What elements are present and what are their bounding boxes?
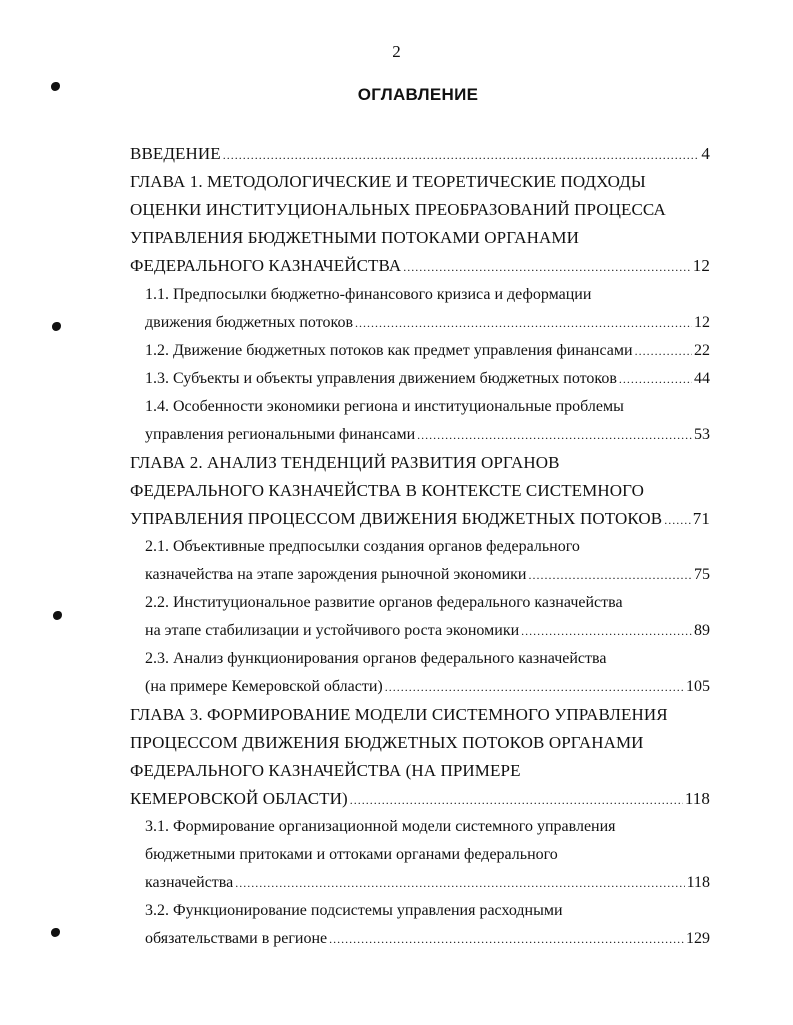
toc-entry-section-2-2[interactable] bbox=[145, 618, 710, 644]
toc-page-number: 44 bbox=[694, 370, 710, 387]
toc-entry-title: КЕМЕРОВСКОЙ ОБЛАСТИ) bbox=[130, 789, 348, 808]
toc-entry-title: движения бюджетных потоков bbox=[145, 314, 354, 331]
toc-entry-title: управления региональными финансами bbox=[145, 426, 416, 443]
toc-entry-section-1-4[interactable] bbox=[145, 422, 710, 448]
dot-leader bbox=[528, 562, 692, 588]
toc-entry-title: обязательствами в регионе bbox=[145, 930, 328, 947]
toc-page-number: 75 bbox=[694, 566, 710, 583]
toc-page-number: 22 bbox=[694, 342, 710, 359]
toc-entry-section-1-1[interactable] bbox=[145, 310, 710, 336]
toc-entry-title: 1.4. Особенности экономики региона и институциональные проблемы bbox=[145, 398, 624, 415]
toc-entry-chapter-1[interactable] bbox=[130, 253, 710, 279]
dot-leader bbox=[403, 254, 691, 280]
toc-section-2-1-line bbox=[145, 534, 710, 560]
dot-leader bbox=[619, 366, 692, 392]
toc-entry-title: 2.1. Объективные предпосылки создания органов федерального bbox=[145, 538, 580, 555]
toc-section-1-4-line bbox=[145, 394, 710, 420]
toc-entry-title: 1.1. Предпосылки бюджетно-финансового кризиса и деформации bbox=[145, 286, 592, 303]
toc-entry-title: ГЛАВА 3. ФОРМИРОВАНИЕ МОДЕЛИ СИСТЕМНОГО УПРАВЛЕНИЯ bbox=[130, 705, 668, 724]
toc-entry-title: 1.3. Субъекты и объекты управления движением бюджетных потоков bbox=[145, 370, 617, 387]
toc-entry-title: на этапе стабилизации и устойчивого роста экономики bbox=[145, 622, 520, 639]
toc-page-number: 71 bbox=[692, 509, 710, 528]
dot-leader bbox=[664, 507, 691, 533]
toc-section-3-1-line bbox=[145, 842, 710, 868]
toc-entry-chapter-2[interactable] bbox=[130, 506, 710, 532]
toc-entry-title: УПРАВЛЕНИЯ ПРОЦЕССОМ ДВИЖЕНИЯ БЮДЖЕТНЫХ ПОТОКОВ bbox=[130, 509, 663, 528]
toc-chapter-1-line bbox=[130, 197, 710, 223]
toc-entry-title: бюджетными притоками и оттоками органами федерального bbox=[145, 846, 558, 863]
dot-leader bbox=[521, 618, 692, 644]
toc-page-number: 53 bbox=[694, 426, 710, 443]
toc-section-2-2-line bbox=[145, 590, 710, 616]
toc-section-2-3-line bbox=[145, 646, 710, 672]
page-title: ОГЛАВЛЕНИЕ bbox=[357, 85, 479, 104]
toc-entry-section-2-1[interactable] bbox=[145, 562, 710, 588]
toc-entry-title: ФЕДЕРАЛЬНОГО КАЗНАЧЕЙСТВА (НА ПРИМЕРЕ bbox=[130, 761, 521, 780]
toc-entry-title: 2.2. Институциональное развитие органов федерального казначейства bbox=[145, 594, 623, 611]
toc-entry-title: ОЦЕНКИ ИНСТИТУЦИОНАЛЬНЫХ ПРЕОБРАЗОВАНИЙ ПРОЦЕССА bbox=[130, 200, 666, 219]
toc-entry-title: ПРОЦЕССОМ ДВИЖЕНИЯ БЮДЖЕТНЫХ ПОТОКОВ ОРГАНАМИ bbox=[130, 733, 644, 752]
toc-entry-section-3-2[interactable] bbox=[145, 926, 710, 952]
toc-entry-section-1-3[interactable] bbox=[145, 366, 710, 392]
dot-leader bbox=[350, 787, 683, 813]
toc-chapter-1-line bbox=[130, 169, 710, 195]
page-number: 2 bbox=[392, 42, 401, 61]
toc-entry-introduction[interactable] bbox=[130, 141, 710, 167]
toc-section-1-1-line bbox=[145, 282, 710, 308]
toc-entry-title: УПРАВЛЕНИЯ БЮДЖЕТНЫМИ ПОТОКАМИ ОРГАНАМИ bbox=[130, 228, 579, 247]
toc-chapter-3-line bbox=[130, 758, 710, 784]
dot-leader bbox=[329, 926, 684, 952]
toc-entry-section-1-2[interactable] bbox=[145, 338, 710, 364]
toc-entry-title: казначейства bbox=[145, 874, 234, 891]
dot-leader bbox=[417, 422, 692, 448]
toc-chapter-1-line bbox=[130, 225, 710, 251]
toc-page-number: 12 bbox=[692, 256, 710, 275]
toc-page-number: 129 bbox=[686, 930, 710, 947]
toc-section-3-2-line bbox=[145, 898, 710, 924]
dot-leader bbox=[355, 310, 692, 336]
toc-entry-title: ФЕДЕРАЛЬНОГО КАЗНАЧЕЙСТВА bbox=[130, 256, 402, 275]
dot-leader bbox=[385, 674, 684, 700]
toc-entry-title: казначейства на этапе зарождения рыночной экономики bbox=[145, 566, 527, 583]
toc-entry-section-2-3[interactable] bbox=[145, 674, 710, 700]
toc-page-number: 105 bbox=[686, 678, 710, 695]
toc-chapter-3-line bbox=[130, 702, 710, 728]
toc-entry-title: (на примере Кемеровской области) bbox=[145, 678, 383, 695]
toc-chapter-2-line bbox=[130, 478, 710, 504]
toc-entry-title: ВВЕДЕНИЕ bbox=[130, 144, 221, 163]
toc-page-number: 118 bbox=[684, 789, 710, 808]
toc-entry-section-3-1[interactable] bbox=[145, 870, 710, 896]
dot-leader bbox=[223, 142, 700, 168]
toc-entry-title: 1.2. Движение бюджетных потоков как предмет управления финансами bbox=[145, 342, 633, 359]
dot-leader bbox=[635, 338, 692, 364]
toc-chapter-2-line bbox=[130, 450, 710, 476]
toc-page-number: 12 bbox=[694, 314, 710, 331]
toc-entry-title: ГЛАВА 2. АНАЛИЗ ТЕНДЕНЦИЙ РАЗВИТИЯ ОРГАНОВ bbox=[130, 453, 560, 472]
toc-entry-chapter-3[interactable] bbox=[130, 786, 710, 812]
toc-entry-title: ФЕДЕРАЛЬНОГО КАЗНАЧЕЙСТВА В КОНТЕКСТЕ СИСТЕМНОГО bbox=[130, 481, 645, 500]
toc-entry-title: 2.3. Анализ функционирования органов федерального казначейства bbox=[145, 650, 607, 667]
dot-leader bbox=[235, 870, 684, 896]
toc-page-number: 89 bbox=[694, 622, 710, 639]
toc-page-number: 4 bbox=[701, 144, 710, 163]
toc-entry-title: 3.1. Формирование организационной модели системного управления bbox=[145, 818, 616, 835]
toc-entry-title: 3.2. Функционирование подсистемы управления расходными bbox=[145, 902, 563, 919]
toc-section-3-1-line bbox=[145, 814, 710, 840]
toc-chapter-3-line bbox=[130, 730, 710, 756]
toc-page-number: 118 bbox=[686, 874, 710, 891]
toc-entry-title: ГЛАВА 1. МЕТОДОЛОГИЧЕСКИЕ И ТЕОРЕТИЧЕСКИЕ ПОДХОДЫ bbox=[130, 172, 646, 191]
